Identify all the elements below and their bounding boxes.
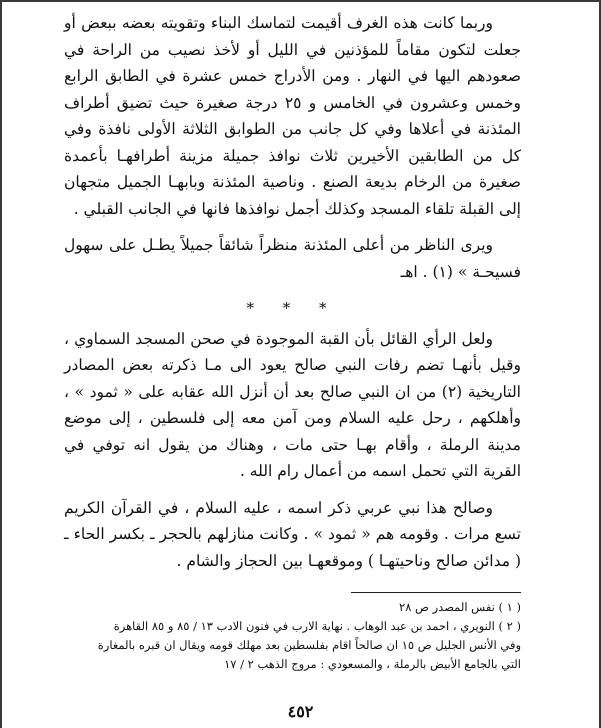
page-number: ٤٥٢ — [287, 702, 314, 721]
paragraph-4: وصالح هذا نبي عربي ذكر اسمه ، عليه السلام ، في القرآن الكريم تسع مرات . وقومه هم « ثمود » . وكانت منازلهم بالحجر ـ بكسر الحاء ـ ( مدائن صالح وناحيتهـا ) وموقعهـا بين الحجاز والشام . — [64, 498, 521, 570]
paragraph-1: وربما كانت هذه الغرف أقيمت لتماسك البناء وتقويته بعضه ببعض أو جعلت لتكون مقاماً للمؤذنين في الليل أو لأخذ نصيب من الراحة في صعودهم اليها في النهار . ومن الأدراج خمس عشرة في الطابق الرابع وخمس وعشرون في الخامس و ٢٥ درجة صغيرة حيث تضيق أطراف المئذنة في أعلاها وفي كل جانب من الطوابق الثلاثة الأولى نافذة وفي كل من الطابقين الأخيرين ثلاث نوافذ جميلة مزينة أطرافهـا بأعمدة صغيرة من الرخام بديعة الصنع . وناصية المئذنة وبابهـا الجميل متجهان إلى القبلة تلقاء المسجد وكذلك أجمل نوافذها فانها في الجانب القبلي . — [64, 14, 521, 218]
footnote-1: ( ١ ) نفس المصدر ص ٢٨ — [399, 600, 521, 614]
footnotes — [64, 598, 521, 674]
footnote-2-line-1: ( ٢ ) النويري ، احمد بن عبد الوهاب . نهاية الارب في فنون الادب ١٣ / ٨٥ و ٨٥ القاهرة — [113, 619, 521, 633]
section-separator: * * * — [246, 299, 339, 317]
footnote-2-line-3: التي بالجامع الأبيض بالرملة ، والمسعودي : مروج الذهب ٢ / ١٧ — [224, 657, 521, 671]
footnote-divider — [351, 592, 521, 593]
paragraph-2: ويرى الناظر من أعلى المئذنة منظراً شائقاً جميلاً يطـل على سهول فسيحـة » (١) . اهـ — [64, 236, 521, 281]
paragraph-3: ولعل الرأي القائل بأن القبة الموجودة في صحن المسجد السماوي ، وقيل بأنهـا تضم رفات النبي صالح يعود الى مـا ذكرته بعض المصادر التاريخية (٢) من ان النبي صالح بعد أن أنزل الله عقابه على « ثمود » ، وأهلكهم ، رحل عليه السلام ومن آمن معه إلى فلسطين ، إلى موضع مدينة الرملة ، وأقام بهـا حتى مات ، وهناك من يقول انه توفي في القرية التي تحمل اسمه من أعمال رام الله . — [64, 329, 521, 480]
main-text — [64, 10, 521, 574]
footnote-2-line-2: وفي الأنس الجليل ص ١٥ ان صالحاً اقام بفلسطين بعد مهلك قومه ويقال ان قبره بالمغارة — [97, 638, 521, 652]
